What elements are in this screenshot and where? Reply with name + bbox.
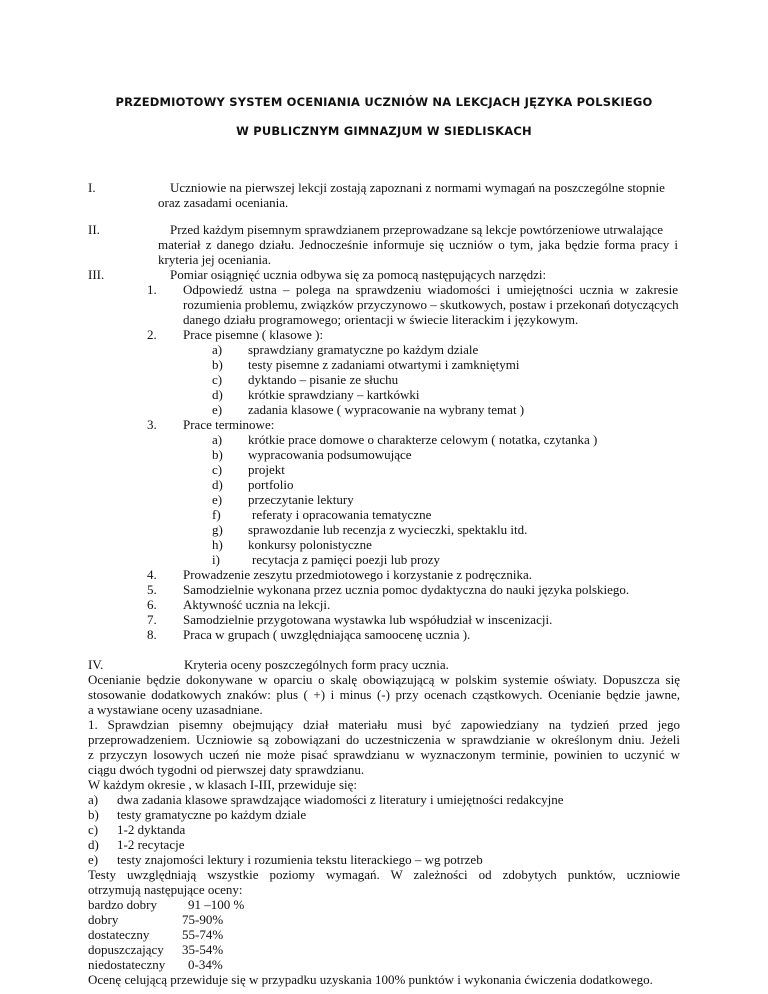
paragraph-2-line-4: ciągu dwóch tygodni od pierwszej daty sprawdzianu. <box>88 762 365 777</box>
grade-range: 91 –100 % <box>188 897 245 912</box>
sub-label: g) <box>212 522 223 537</box>
sub-item: portfolio <box>248 477 294 492</box>
grade-range: 0-34% <box>188 957 223 972</box>
section-iv-heading: Kryteria oceny poszczególnych form pracy ucznia. <box>184 657 449 672</box>
section-number-i: I. <box>88 180 96 195</box>
item-number-4: 4. <box>147 567 157 582</box>
item-1-line-3: danego działu programowego; orientacji w świecie literackim i językowym. <box>183 312 579 327</box>
paragraph-2-line-1: 1. Sprawdzian pisemny obejmujący dział materiału musi być zapowiedziany na tydzień przed jego <box>88 717 680 732</box>
list-item: testy znajomości lektury i rozumienia tekstu literackiego – wg potrzeb <box>117 852 483 867</box>
sub-label: a) <box>212 432 223 447</box>
sub-item: przeczytanie lektury <box>248 492 354 507</box>
grade-range: 35-54% <box>182 942 224 957</box>
sub-label: d) <box>212 477 223 492</box>
item-number-8: 8. <box>147 627 157 642</box>
item-4-text: Prowadzenie zeszytu przedmiotowego i korzystanie z podręcznika. <box>183 567 533 582</box>
list-label: b) <box>88 807 99 822</box>
sub-label: b) <box>212 357 223 372</box>
sub-label: f) <box>212 507 221 522</box>
list-item: dwa zadania klasowe sprawdzające wiadomości z literatury i umiejętności redakcyjne <box>117 792 564 807</box>
item-number-5: 5. <box>147 582 157 597</box>
grade-name: niedostateczny <box>88 957 166 972</box>
sub-item: projekt <box>248 462 285 477</box>
item-8-text: Praca w grupach ( uwzględniająca samoocenę ucznia ). <box>183 627 471 642</box>
paragraph-4-line-2: otrzymują następujące oceny: <box>88 882 243 897</box>
sub-item: wypracowania podsumowujące <box>248 447 412 462</box>
item-6-text: Aktywność ucznia na lekcji. <box>183 597 331 612</box>
sub-item: sprawozdanie lub recenzja z wycieczki, spektaklu itd. <box>248 522 528 537</box>
sub-item: referaty i opracowania tematyczne <box>252 507 432 522</box>
paragraph-1-line-2: stosowanie dodatkowych znaków: plus ( +) i minus (-) przy ocenach cząstkowych. Ocenianie będzie jawne, <box>88 687 680 702</box>
sub-label: b) <box>212 447 223 462</box>
grade-range: 55-74% <box>182 927 224 942</box>
sub-item: sprawdziany gramatyczne po każdym dziale <box>248 342 479 357</box>
item-1-line-1: Odpowiedź ustna – polega na sprawdzeniu wiadomości i umiejętności ucznia w zakresie <box>183 282 678 297</box>
list-label: a) <box>88 792 99 807</box>
sub-item: testy pisemne z zadaniami otwartymi i zamkniętymi <box>248 357 520 372</box>
paragraph-1-line-1: Ocenianie będzie dokonywane w oparciu o skalę obowiązującą w polskim systemie oświaty. Dopuszcza się <box>88 672 680 687</box>
document-title-line-2: W PUBLICZNYM GIMNAZJUM W SIEDLISKACH <box>236 124 532 138</box>
item-3-label: Prace terminowe: <box>183 417 275 432</box>
grade-name: dostateczny <box>88 927 150 942</box>
sub-label: h) <box>212 537 223 552</box>
sub-item: zadania klasowe ( wypracowanie na wybrany temat ) <box>248 402 525 417</box>
grade-range: 75-90% <box>182 912 224 927</box>
section-number-iv: IV. <box>88 657 104 672</box>
grade-name: bardzo dobry <box>88 897 157 912</box>
sub-item: recytacja z pamięci poezji lub prozy <box>252 552 441 567</box>
item-1-line-2: rozumienia problemu, związków przyczynowo – skutkowych, postaw i przekonań dotyczących <box>183 297 679 312</box>
section-i-line-1: Uczniowie na pierwszej lekcji zostają zapoznani z normami wymagań na poszczególne stopnie <box>170 180 665 195</box>
grade-name: dopuszczający <box>88 942 164 957</box>
item-number-7: 7. <box>147 612 157 627</box>
section-ii-line-3: kryteria jej oceniania. <box>158 252 271 267</box>
final-note: Ocenę celującą przewiduje się w przypadku uzyskania 100% punktów i wykonania ćwiczenia dodatkowego. <box>88 972 653 987</box>
sub-label: c) <box>212 372 223 387</box>
sub-item: krótkie prace domowe o charakterze celowym ( notatka, czytanka ) <box>248 432 598 447</box>
item-number-6: 6. <box>147 597 157 612</box>
item-7-text: Samodzielnie przygotowana wystawka lub współudział w inscenizacji. <box>183 612 553 627</box>
sub-item: dyktando – pisanie ze słuchu <box>248 372 399 387</box>
item-5-text: Samodzielnie wykonana przez ucznia pomoc dydaktyczna do nauki języka polskiego. <box>183 582 630 597</box>
section-ii-line-2: materiał z danego działu. Jednocześnie informuje się uczniów o tym, jaka będzie forma pracy i <box>158 237 678 252</box>
list-item: 1-2 dyktanda <box>117 822 186 837</box>
section-i-line-2: oraz zasadami oceniania. <box>158 195 289 210</box>
paragraph-2-line-2: przeprowadzeniem. Uczniowie są zobowiązani do uczestniczenia w sprawdzianie w określonym dniu. Jeżeli <box>88 732 680 747</box>
sub-label: e) <box>212 402 223 417</box>
section-number-iii: III. <box>88 267 105 282</box>
paragraph-3: W każdym okresie , w klasach I-III, przewiduje się: <box>88 777 358 792</box>
list-label: c) <box>88 822 99 837</box>
sub-label: c) <box>212 462 223 477</box>
item-number-1: 1. <box>147 282 157 297</box>
paragraph-4-line-1: Testy uwzględniają wszystkie poziomy wymagań. W zależności od zdobytych punktów, uczniowie <box>88 867 680 882</box>
section-number-ii: II. <box>88 222 100 237</box>
document-title-line-1: PRZEDMIOTOWY SYSTEM OCENIANIA UCZNIÓW NA LEKCJACH JĘZYKA POLSKIEGO <box>115 95 653 109</box>
sub-item: konkursy polonistyczne <box>248 537 372 552</box>
list-label: e) <box>88 852 99 867</box>
list-label: d) <box>88 837 99 852</box>
paragraph-2-line-3: z przyczyn losowych uczeń nie może pisać sprawdzianu w wyznaczonym terminie, powinien to uczynić w <box>88 747 680 762</box>
section-ii-line-1: Przed każdym pisemnym sprawdzianem przeprowadzane są lekcje powtórzeniowe utrwalające <box>170 222 664 237</box>
list-item: 1-2 recytacje <box>117 837 185 852</box>
sub-label: a) <box>212 342 223 357</box>
section-iii-intro: Pomiar osiągnięć ucznia odbywa się za pomocą następujących narzędzi: <box>170 267 547 282</box>
paragraph-1-line-3: a wystawiane oceny uzasadniane. <box>88 702 263 717</box>
sub-item: krótkie sprawdziany – kartkówki <box>248 387 420 402</box>
sub-label: e) <box>212 492 223 507</box>
sub-label: i) <box>212 552 220 567</box>
grade-name: dobry <box>88 912 119 927</box>
list-item: testy gramatyczne po każdym dziale <box>117 807 307 822</box>
sub-label: d) <box>212 387 223 402</box>
item-number-2: 2. <box>147 327 157 342</box>
item-number-3: 3. <box>147 417 157 432</box>
item-2-label: Prace pisemne ( klasowe ): <box>183 327 324 342</box>
